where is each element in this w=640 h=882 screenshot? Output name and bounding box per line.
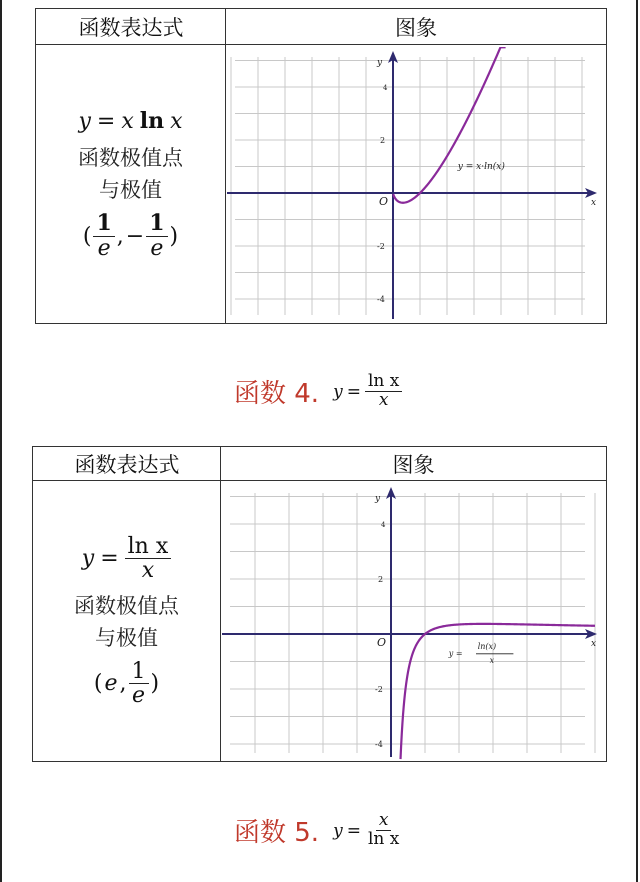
expression-cell bbox=[36, 45, 225, 323]
y-tick-label: 4 bbox=[383, 84, 388, 92]
caption-title: 函数 5. bbox=[234, 818, 320, 848]
caption-formula bbox=[333, 373, 402, 410]
curve-label-numerator: ln(x) bbox=[477, 642, 497, 652]
fraction-2 bbox=[146, 212, 167, 259]
graph-plot bbox=[222, 483, 605, 761]
origin-label: O bbox=[377, 636, 387, 649]
caption-title: 函数 4. bbox=[234, 379, 320, 409]
y-tick-label: 4 bbox=[381, 521, 386, 529]
formula-equals: = bbox=[96, 108, 116, 134]
function-caption-5 bbox=[234, 812, 402, 849]
function-formula bbox=[78, 108, 182, 134]
formula-numerator: ln x bbox=[125, 535, 172, 559]
y-tick-label: -2 bbox=[375, 685, 383, 694]
paren-open: ( bbox=[82, 223, 92, 249]
fraction-denominator: e bbox=[97, 235, 111, 261]
caption-y: y bbox=[333, 820, 343, 841]
x-axis-label: x bbox=[591, 198, 597, 208]
formula-y: y bbox=[78, 108, 91, 134]
column-divider bbox=[225, 9, 226, 323]
y-tick-label: -4 bbox=[377, 295, 385, 304]
comma: , bbox=[116, 223, 124, 249]
paren-open: ( bbox=[93, 671, 103, 697]
function-curve bbox=[401, 624, 595, 759]
page-left-border bbox=[0, 0, 2, 882]
function-formula bbox=[82, 535, 171, 582]
fraction-1 bbox=[129, 660, 149, 707]
fraction-1 bbox=[93, 212, 114, 259]
function-curve bbox=[393, 47, 505, 203]
formula-x2: x bbox=[170, 108, 183, 134]
formula-denominator: x bbox=[141, 557, 155, 583]
formula-ln: ln bbox=[139, 108, 165, 135]
extremum-value-label: 与极值 bbox=[95, 626, 158, 650]
fraction-numerator: 1 bbox=[93, 212, 114, 236]
caption-fraction bbox=[365, 373, 402, 410]
extremum-value-label: 与极值 bbox=[99, 178, 162, 203]
curve-label-denominator: x bbox=[489, 655, 495, 665]
curve-label: y = bbox=[448, 649, 463, 658]
y-tick-label: 2 bbox=[378, 575, 384, 584]
caption-numerator: ln x bbox=[365, 373, 402, 392]
page-right-border bbox=[636, 0, 638, 882]
caption-denominator: x bbox=[378, 390, 389, 410]
graph-plot bbox=[227, 47, 605, 323]
curve-label: y = x·ln(x) bbox=[457, 162, 505, 173]
y-tick-label: -2 bbox=[377, 242, 385, 251]
header-expression: 函数表达式 bbox=[74, 452, 180, 477]
y-tick-label: 2 bbox=[380, 136, 386, 145]
expression-cell bbox=[33, 481, 220, 761]
formula-x: x bbox=[121, 108, 134, 134]
minus-sign: − bbox=[125, 223, 145, 249]
extremum-point-label: 函数极值点 bbox=[78, 146, 183, 171]
function-caption-4 bbox=[234, 373, 402, 410]
column-divider bbox=[220, 447, 221, 761]
comma: , bbox=[119, 671, 127, 697]
function-graph bbox=[222, 483, 605, 761]
paren-close: ) bbox=[150, 671, 160, 697]
formula-y: y bbox=[81, 545, 95, 571]
caption-denominator: ln x bbox=[367, 829, 400, 849]
fraction-denominator: e bbox=[150, 235, 164, 261]
header-graph: 图象 bbox=[395, 15, 437, 40]
caption-equals: = bbox=[346, 381, 361, 402]
extremum-point-label: 函数极值点 bbox=[74, 594, 179, 618]
fraction-numerator: 1 bbox=[146, 212, 167, 236]
y-axis-label: y bbox=[375, 494, 381, 504]
function-graph bbox=[227, 47, 605, 323]
fraction-numerator: 1 bbox=[129, 660, 149, 684]
formula-equals: = bbox=[100, 545, 119, 571]
caption-formula bbox=[333, 812, 402, 849]
function-table-2 bbox=[32, 446, 607, 762]
paren-close: ) bbox=[169, 223, 179, 249]
origin-label: O bbox=[379, 195, 389, 208]
extremum-point bbox=[94, 660, 159, 707]
extremum-point bbox=[83, 212, 178, 259]
function-table-1 bbox=[35, 8, 607, 324]
formula-fraction bbox=[125, 535, 172, 582]
point-e: e bbox=[104, 671, 118, 697]
table-header-row bbox=[36, 9, 606, 45]
y-axis-label: y bbox=[377, 58, 383, 68]
header-graph: 图象 bbox=[392, 452, 435, 477]
caption-numerator: x bbox=[376, 812, 392, 831]
x-axis-label: x bbox=[591, 639, 597, 649]
header-expression: 函数表达式 bbox=[78, 15, 184, 40]
caption-fraction bbox=[365, 812, 402, 849]
caption-equals: = bbox=[346, 820, 361, 841]
caption-y: y bbox=[333, 381, 343, 402]
fraction-denominator: e bbox=[132, 683, 146, 709]
y-tick-label: -4 bbox=[375, 740, 383, 749]
table-header-row bbox=[33, 447, 606, 481]
